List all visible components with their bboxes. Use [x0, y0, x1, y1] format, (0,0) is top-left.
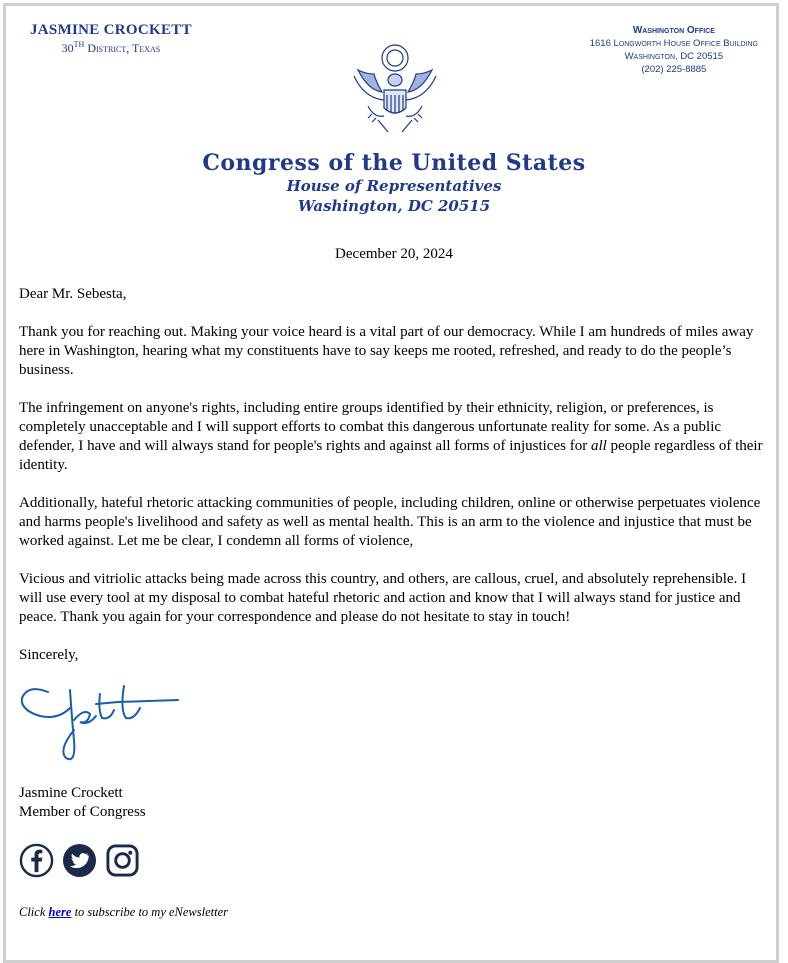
paragraph-2-text-a: The infringement on anyone's rights, including entire groups identified by their ethnicity, religion, or preferences, is completely unacceptable and I will support efforts to combat this dangerous unfortunate reality for some. As a public defender, I have and will always stand for people's rights and against all forms of injustices for [19, 400, 722, 454]
footer-suffix: to subscribe to my eNewsletter [71, 905, 229, 919]
paragraph-3: Additionally, hateful rhetoric attacking communities of people, including children, online or otherwise perpetuates violence and harms people's livelihood and safety as well as mental health. This is an arm to the violence and injustice that must be worked against. Let me be clear, I condemn all forms of violence, [19, 495, 761, 549]
district-text: District, Texas [84, 41, 161, 55]
twitter-icon[interactable] [62, 843, 97, 878]
instagram-icon[interactable] [105, 843, 140, 878]
facebook-icon[interactable] [19, 843, 54, 878]
paragraph-2 [19, 399, 771, 475]
letter-body [19, 285, 771, 684]
member-district [30, 40, 192, 56]
paragraph-2-text-b: people regardless of their identity. [19, 438, 763, 473]
letter-date: December 20, 2024 [335, 246, 453, 262]
office-address: 1616 Longworth House Office Building [589, 38, 758, 49]
office-title: Washington Office [632, 25, 715, 36]
congress-title: Congress of the United States [202, 150, 586, 176]
house-title: House of Representatives [286, 177, 502, 195]
signer-block [19, 784, 146, 822]
paragraph-4: Vicious and vitriolic attacks being made across this country, and others, are callous, cruel, and absolutely reprehensible. I will use every tool at my disposal to combat hateful rhetoric and action and know that I will always stand for justice and peace. Thank you again for your correspondence and please do not hesitate to stay in touch! [19, 571, 747, 625]
closing: Sincerely, [19, 647, 79, 663]
office-city: Washington, DC 20515 [624, 51, 724, 62]
social-links [19, 843, 140, 878]
house-seal-eagle-icon [348, 40, 442, 136]
district-number: 30 [61, 41, 74, 55]
office-phone: (202) 225-8885 [641, 64, 707, 75]
newsletter-link[interactable]: here [48, 905, 72, 919]
paragraph-2-emphasis: all [590, 438, 607, 454]
newsletter-footer [19, 905, 228, 920]
district-suffix: TH [73, 40, 85, 49]
signer-title: Member of Congress [19, 804, 146, 820]
member-header [30, 22, 192, 56]
signature-image [18, 680, 183, 765]
office-header [590, 24, 758, 76]
footer-prefix: Click [19, 905, 49, 919]
congress-letterhead [0, 150, 788, 216]
paragraph-1: Thank you for reaching out. Making your voice heard is a vital part of our democracy. While I am hundreds of miles away here in Washington, hearing what my constituents have to say keeps me rooted, refreshed, and ready to do the people’s business. [19, 324, 754, 378]
member-name: JASMINE CROCKETT [30, 22, 192, 38]
house-address: Washington, DC 20515 [297, 197, 491, 215]
salutation: Dear Mr. Sebesta, [19, 286, 127, 302]
signer-name: Jasmine Crockett [19, 785, 123, 801]
